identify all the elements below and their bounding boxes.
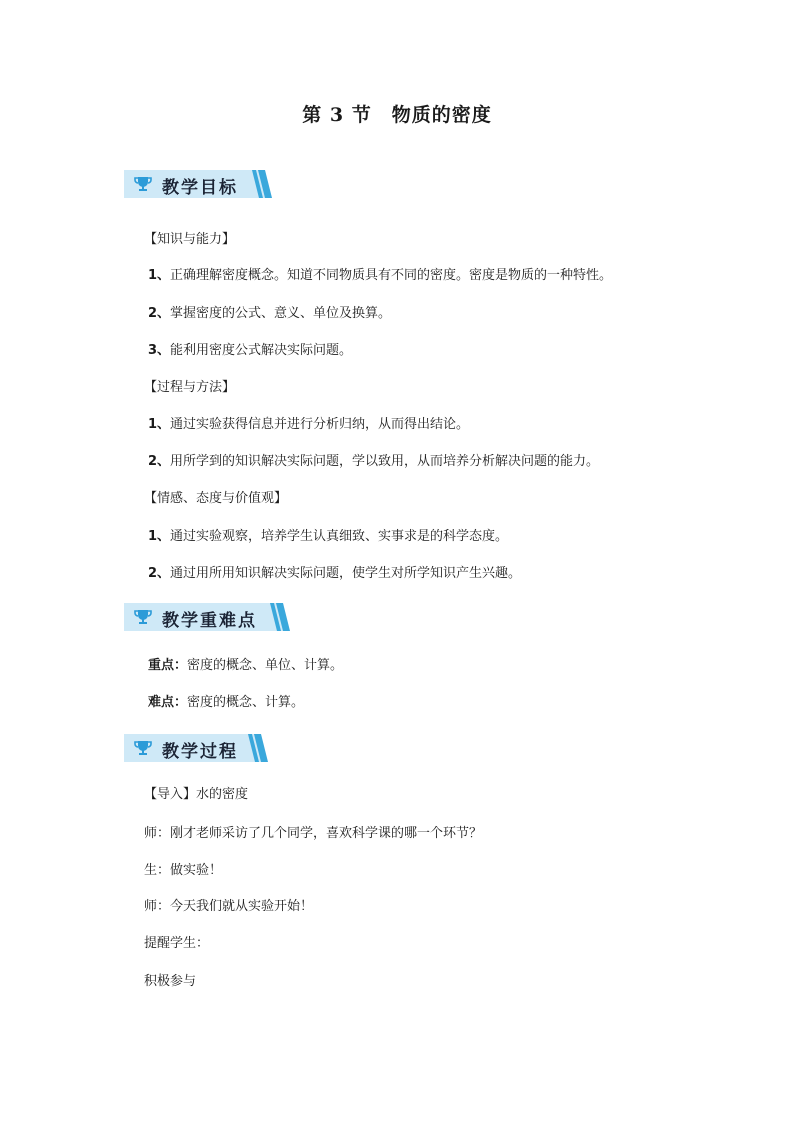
list-item: 1、正确理解密度概念。知道不同物质具有不同的密度。密度是物质的一种特性。 — [148, 268, 613, 283]
dialog-line: 生：做实验！ — [144, 863, 223, 878]
list-item: 3、能利用密度公式解决实际问题。 — [148, 343, 353, 358]
section-header-process — [124, 734, 272, 762]
list-item: 2、通过用所用知识解决实际问题，使学生对所学知识产生兴趣。 — [148, 566, 522, 581]
section-header-keypoints — [124, 603, 292, 631]
knowledge-heading: 【知识与能力】 — [144, 232, 236, 247]
emotion-heading: 【情感、态度与价值观】 — [144, 491, 288, 506]
section-header-label: 教学目标 — [162, 178, 238, 198]
list-item: 2、掌握密度的公式、意义、单位及换算。 — [148, 306, 392, 321]
dialog-line: 提醒学生： — [144, 936, 210, 951]
dialog-line: 师：刚才老师采访了几个同学，喜欢科学课的哪一个环节？ — [144, 826, 483, 841]
dialog-line: 积极参与 — [144, 974, 197, 989]
section-header-label: 教学过程 — [162, 742, 238, 762]
focus-line: 重点：密度的概念、单位、计算。 — [148, 658, 344, 673]
difficulty-line: 难点：密度的概念、计算。 — [148, 695, 305, 710]
list-item: 1、通过实验获得信息并进行分析归纳，从而得出结论。 — [148, 417, 470, 432]
process-method-heading: 【过程与方法】 — [144, 380, 236, 395]
trophy-icon — [134, 609, 152, 625]
page-title: 第 3 节 物质的密度 — [302, 104, 492, 126]
section-header-label: 教学重难点 — [162, 611, 257, 631]
section-header-goals — [124, 170, 272, 198]
list-item: 2、用所学到的知识解决实际问题，学以致用，从而培养分析解决问题的能力。 — [148, 454, 600, 469]
trophy-icon — [134, 176, 152, 192]
trophy-icon — [134, 740, 152, 756]
dialog-line: 师：今天我们就从实验开始！ — [144, 899, 314, 914]
intro-line: 【导入】水的密度 — [144, 787, 249, 802]
list-item: 1、通过实验观察，培养学生认真细致、实事求是的科学态度。 — [148, 529, 509, 544]
